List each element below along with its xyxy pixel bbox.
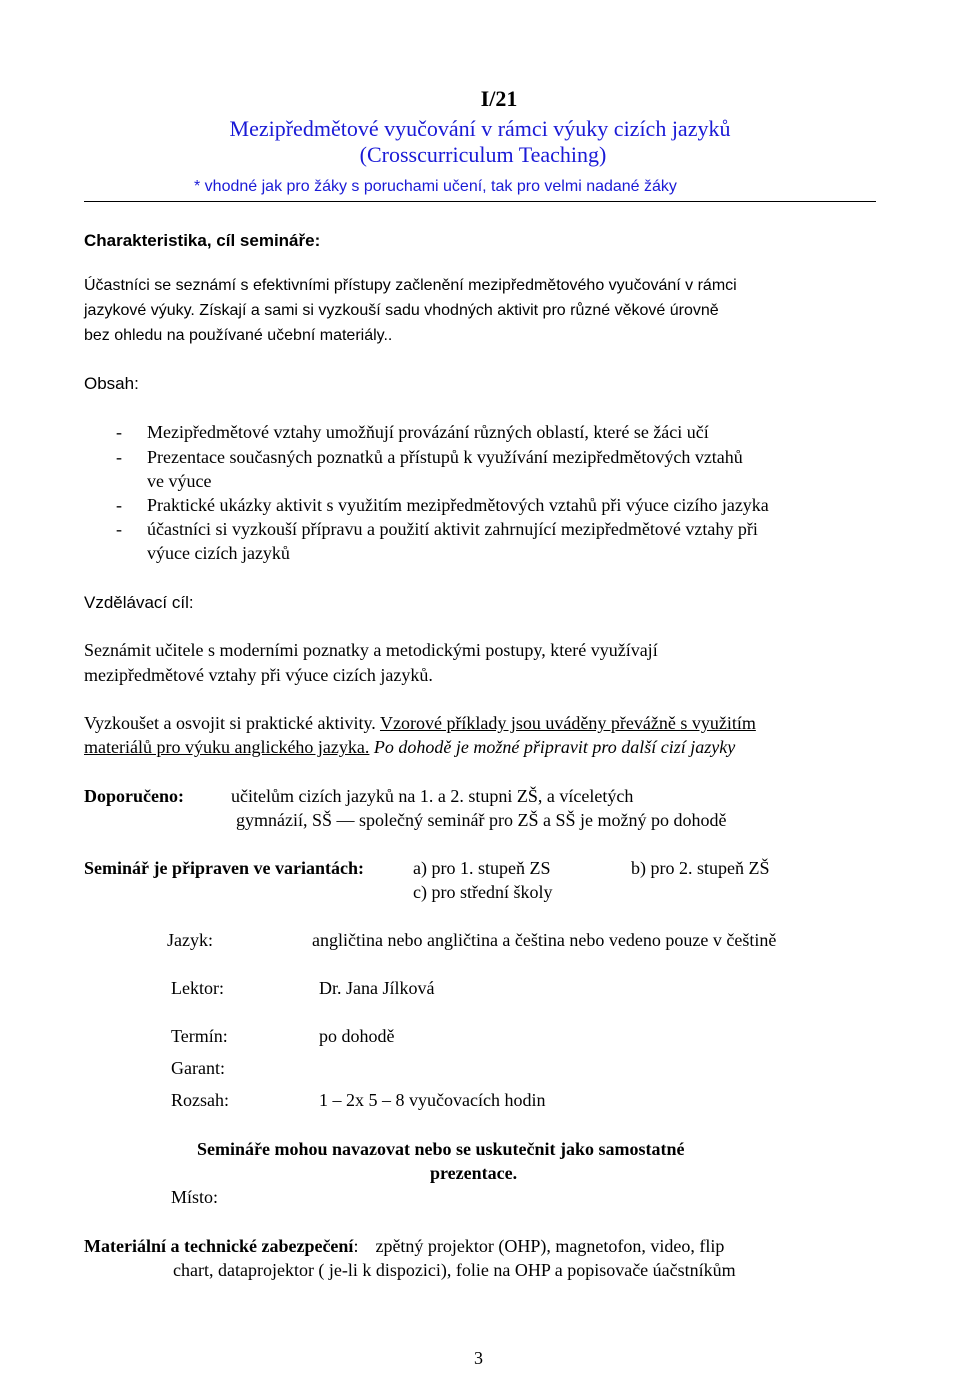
audience-note: * vhodné jak pro žáky s poruchami učení, tak pro velmi nadané žáky xyxy=(194,178,677,195)
materials-value-2: chart, dataprojektor ( je-li k dispozici), folie na OHP a popisovače úačstníkům xyxy=(173,1260,736,1280)
goal-paragraph-2-cont xyxy=(84,735,735,759)
goal-italic-text: Po dohodě je možné připravit pro další cizí jazyky xyxy=(373,737,736,757)
goal-underlined-text-2: materiálů pro výuku anglického jazyka. xyxy=(84,737,370,757)
content-item-4: účastníci si vyzkouší přípravu a použití aktivit zahrnující mezipředmětové vztahy při xyxy=(147,519,758,539)
goal-heading: Vzdělávací cíl: xyxy=(84,593,194,612)
content-item-2: Prezentace současných poznatků a přístupů k využívání mezipředmětových vztahů xyxy=(147,447,743,467)
materials-line-1 xyxy=(84,1234,724,1258)
place-label: Místo: xyxy=(171,1187,219,1207)
recommended-line-1: učitelům cizích jazyků na 1. a 2. stupni ZŠ, a víceletých xyxy=(231,786,634,806)
variants-label: Seminář je připraven ve variantách: xyxy=(84,858,364,878)
variant-c: c) pro střední školy xyxy=(413,882,553,902)
recommended-line-2: gymnázií, SŠ — společný seminář pro ZŠ a SŠ je možný po dohodě xyxy=(236,810,727,830)
materials-label: Materiální a technické zabezpečení xyxy=(84,1236,354,1256)
goal-underlined-text: Vzorové příklady jsou uváděny převážně s využitím xyxy=(379,713,756,733)
variant-a: a) pro 1. stupeň ZS xyxy=(413,858,551,878)
content-item-2-cont: ve výuce xyxy=(147,471,212,491)
materials-colon: : xyxy=(353,1236,359,1256)
characteristics-line-2: jazykové výuky. Získají a sami si vyzkouší sadu vhodných aktivit pro různé věkové úrovně xyxy=(84,302,719,319)
document-code: I/21 xyxy=(480,86,518,111)
characteristics-line-1: Účastníci se seznámí s efektivními přístupy začlenění mezipředmětového vyučování v rámci xyxy=(84,277,737,294)
content-dash: - xyxy=(116,519,122,539)
content-item-4-cont: výuce cizích jazyků xyxy=(147,543,290,563)
content-dash: - xyxy=(116,447,122,467)
content-heading: Obsah: xyxy=(84,374,139,393)
content-dash: - xyxy=(116,422,122,442)
recommended-label: Doporučeno: xyxy=(84,786,184,806)
content-item-1: Mezipředmětové vztahy umožňují provázání různých oblastí, které se žáci učí xyxy=(147,422,709,442)
scope-value: 1 – 2x 5 – 8 vyučovacích hodin xyxy=(319,1090,546,1110)
content-item-3: Praktické ukázky aktivit s využitím mezipředmětových vztahů při výuce cizího jazyka xyxy=(147,495,769,515)
scope-label: Rozsah: xyxy=(171,1090,229,1110)
lecturer-value: Dr. Jana Jílková xyxy=(319,978,435,998)
page-number: 3 xyxy=(474,1348,483,1368)
goal-paragraph-2 xyxy=(84,711,756,735)
guarantor-label: Garant: xyxy=(171,1058,225,1078)
goal-line-2: mezipředmětové vztahy při výuce cizích jazyků. xyxy=(84,665,433,685)
language-value: angličtina nebo angličtina a čeština nebo vedeno pouze v češtině xyxy=(312,930,777,950)
language-label: Jazyk: xyxy=(167,930,213,950)
goal-plain-text: Vyzkoušet a osvojit si praktické aktivity. xyxy=(84,713,376,733)
standalone-line-2: prezentace. xyxy=(430,1163,518,1183)
standalone-line-1: Semináře mohou navazovat nebo se uskutečnit jako samostatné xyxy=(197,1139,685,1159)
date-value: po dohodě xyxy=(319,1026,395,1046)
characteristics-line-3: bez ohledu na používané učební materiály.. xyxy=(84,327,393,344)
header-divider xyxy=(84,201,876,202)
characteristics-heading: Charakteristika, cíl semináře: xyxy=(84,231,321,250)
materials-value-1: zpětný projektor (OHP), magnetofon, video, flip xyxy=(375,1236,725,1256)
document-subtitle: (Crosscurriculum Teaching) xyxy=(359,142,607,167)
date-label: Termín: xyxy=(171,1026,228,1046)
document-title: Mezipředmětové vyučování v rámci výuky cizích jazyků xyxy=(229,116,731,141)
variant-b: b) pro 2. stupeň ZŠ xyxy=(631,858,770,878)
lecturer-label: Lektor: xyxy=(171,978,224,998)
goal-line-1: Seznámit učitele s moderními poznatky a metodickými postupy, které využívají xyxy=(84,640,658,660)
content-dash: - xyxy=(116,495,122,515)
